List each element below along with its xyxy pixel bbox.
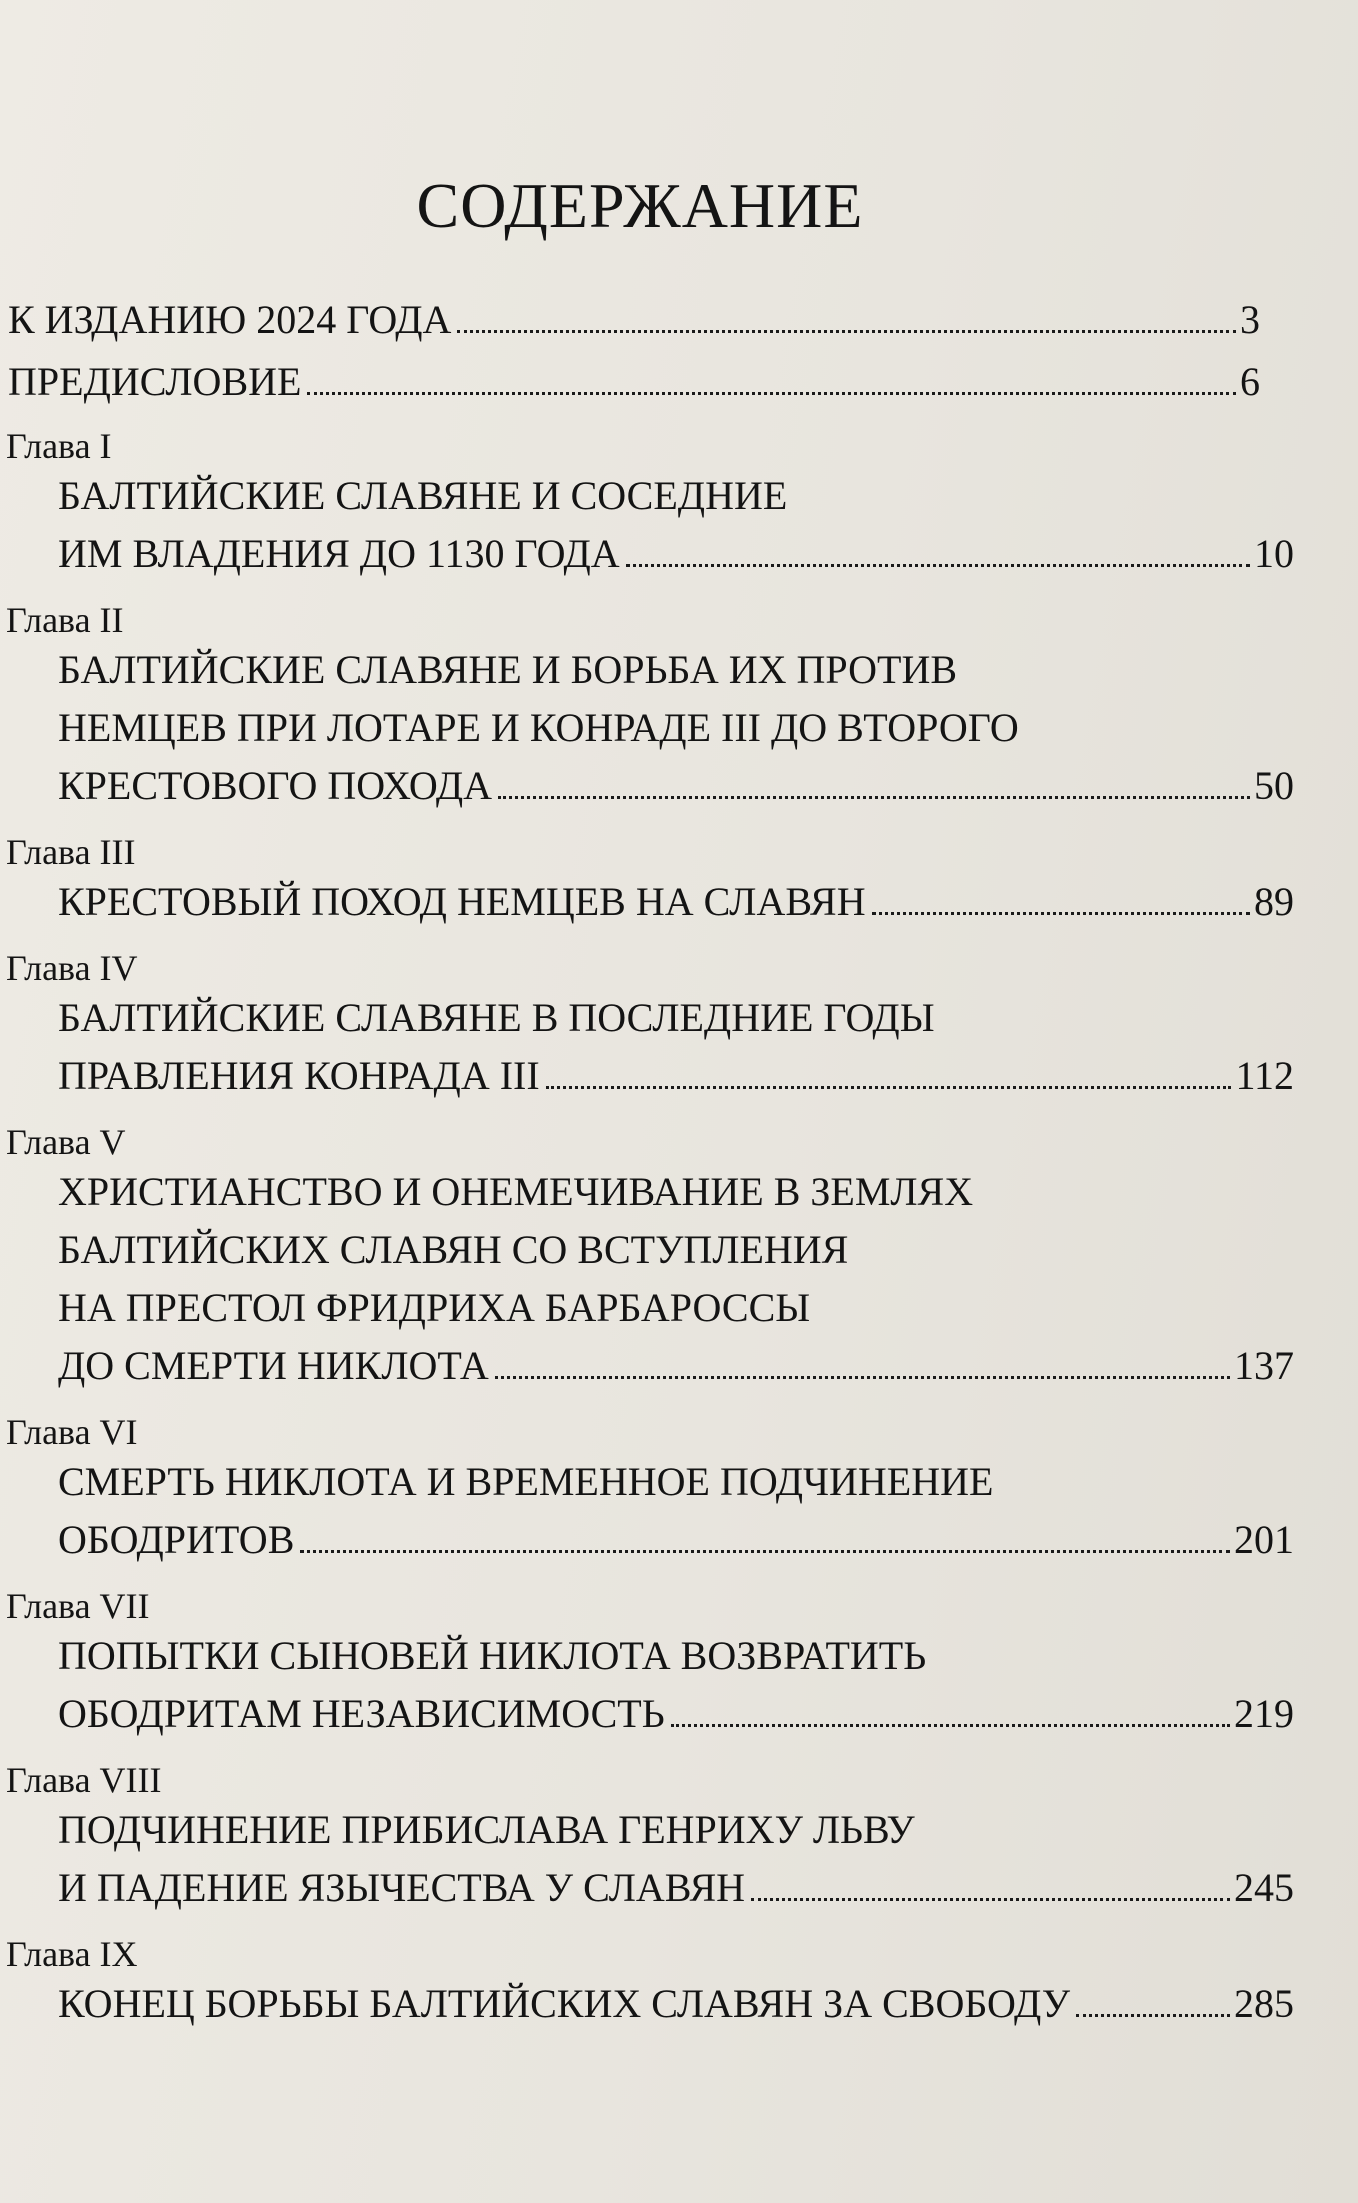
chapter-title-text: ОБОДРИТАМ НЕЗАВИСИМОСТЬ	[58, 1691, 665, 1736]
chapter-title-block	[0, 1168, 1300, 1400]
chapter-title-line	[58, 1284, 1300, 1342]
toc-entry-page: 3	[1240, 297, 1260, 342]
chapter-page: 10	[1254, 531, 1294, 576]
chapter-entry	[0, 1928, 1300, 2038]
chapter-title-line	[58, 1690, 1300, 1748]
chapter-title-text: ОБОДРИТОВ	[58, 1517, 295, 1562]
toc-entry-page: 6	[1240, 359, 1260, 404]
chapter-title-block	[0, 1980, 1300, 2038]
chapter-title-block	[0, 472, 1300, 588]
chapter-title-text: БАЛТИЙСКИЕ СЛАВЯНЕ И СОСЕДНИЕ	[58, 473, 788, 518]
dot-leader	[751, 1898, 1230, 1901]
chapter-title-text: НЕМЦЕВ ПРИ ЛОТАРЕ И КОНРАДЕ III ДО ВТОРОГО	[58, 705, 1019, 750]
chapter-entry	[0, 594, 1300, 820]
chapter-label: Глава V	[6, 1122, 126, 1162]
chapter-entry	[0, 1580, 1300, 1748]
chapter-title-text: НА ПРЕСТОЛ ФРИДРИХА БАРБАРОССЫ	[58, 1285, 811, 1330]
chapter-page: 219	[1234, 1691, 1294, 1736]
chapter-title-line	[58, 1226, 1300, 1284]
chapter-title-text: ИМ ВЛАДЕНИЯ ДО 1130 ГОДА	[58, 531, 620, 576]
chapter-title-text: БАЛТИЙСКИЕ СЛАВЯНЕ В ПОСЛЕДНИЕ ГОДЫ	[58, 995, 935, 1040]
chapter-entry	[0, 420, 1300, 588]
chapter-title-line	[58, 1458, 1300, 1516]
chapter-title-text: КРЕСТОВОГО ПОХОДА	[58, 763, 492, 808]
dot-leader	[300, 1550, 1230, 1553]
chapter-title-line	[58, 1980, 1300, 2038]
chapter-page: 112	[1235, 1053, 1294, 1098]
chapter-title-text: ПРАВЛЕНИЯ КОНРАДА III	[58, 1053, 540, 1098]
chapter-title-line	[58, 646, 1300, 704]
chapter-title-line	[58, 878, 1300, 936]
chapter-page: 50	[1254, 763, 1294, 808]
chapter-title-text: СМЕРТЬ НИКЛОТА И ВРЕМЕННОЕ ПОДЧИНЕНИЕ	[58, 1459, 994, 1504]
chapter-entry	[0, 1754, 1300, 1922]
chapter-title-line	[58, 1052, 1300, 1110]
chapter-page: 89	[1254, 879, 1294, 924]
chapter-title-text: ХРИСТИАНСТВО И ОНЕМЕЧИВАНИЕ В ЗЕМЛЯХ	[58, 1169, 974, 1214]
chapter-title-block	[0, 1632, 1300, 1748]
chapter-entry	[0, 1406, 1300, 1574]
chapter-page: 285	[1234, 1981, 1294, 2026]
chapter-title-line	[58, 472, 1300, 530]
chapter-title-text: ДО СМЕРТИ НИКЛОТА	[58, 1343, 489, 1388]
chapter-label: Глава VII	[6, 1586, 150, 1626]
toc-entry-title: ПРЕДИСЛОВИЕ	[8, 359, 302, 404]
chapter-label: Глава I	[6, 426, 112, 466]
chapter-page: 201	[1234, 1517, 1294, 1562]
chapter-title-line	[58, 1516, 1300, 1574]
chapter-title-text: КОНЕЦ БОРЬБЫ БАЛТИЙСКИХ СЛАВЯН ЗА СВОБОДУ	[58, 1981, 1071, 2026]
dot-leader	[457, 330, 1236, 333]
chapter-title-line	[58, 994, 1300, 1052]
dot-leader	[546, 1086, 1232, 1089]
dot-leader	[671, 1724, 1230, 1727]
dot-leader	[495, 1376, 1230, 1379]
chapter-label: Глава IV	[6, 948, 138, 988]
chapter-title-block	[0, 994, 1300, 1110]
chapter-title-line	[58, 530, 1300, 588]
dot-leader	[626, 564, 1250, 567]
chapter-page: 137	[1234, 1343, 1294, 1388]
chapter-title-line	[58, 704, 1300, 762]
chapter-label: Глава VI	[6, 1412, 138, 1452]
chapter-title-line	[58, 1632, 1300, 1690]
chapter-title-text: КРЕСТОВЫЙ ПОХОД НЕМЦЕВ НА СЛАВЯН	[58, 879, 866, 924]
chapter-title-text: ПОПЫТКИ СЫНОВЕЙ НИКЛОТА ВОЗВРАТИТЬ	[58, 1633, 927, 1678]
chapter-title-text: ПОДЧИНЕНИЕ ПРИБИСЛАВА ГЕНРИХУ ЛЬВУ	[58, 1807, 915, 1852]
chapter-title-block	[0, 1806, 1300, 1922]
chapter-entry	[0, 1116, 1300, 1400]
chapter-label: Глава IX	[6, 1934, 138, 1974]
dot-leader	[307, 392, 1236, 395]
chapter-title-block	[0, 646, 1300, 820]
chapter-title-block	[0, 1458, 1300, 1574]
toc-entry-title: К ИЗДАНИЮ 2024 ГОДА	[8, 297, 452, 342]
chapter-entry	[0, 942, 1300, 1110]
chapter-title-text: БАЛТИЙСКИЕ СЛАВЯНЕ И БОРЬБА ИХ ПРОТИВ	[58, 647, 958, 692]
chapter-title-line	[58, 1342, 1300, 1400]
dot-leader	[498, 796, 1250, 799]
chapter-list	[0, 420, 1300, 2038]
chapter-page: 245	[1234, 1865, 1294, 1910]
toc-entry	[0, 296, 1300, 358]
table-of-contents	[0, 296, 1300, 2044]
chapter-title-text: БАЛТИЙСКИХ СЛАВЯН СО ВСТУПЛЕНИЯ	[58, 1227, 849, 1272]
toc-entry	[0, 358, 1300, 420]
chapter-title-line	[58, 762, 1300, 820]
chapter-title-line	[58, 1864, 1300, 1922]
dot-leader	[872, 912, 1250, 915]
chapter-label: Глава III	[6, 832, 136, 872]
chapter-title-text: И ПАДЕНИЕ ЯЗЫЧЕСТВА У СЛАВЯН	[58, 1865, 746, 1910]
chapter-label: Глава II	[6, 600, 124, 640]
chapter-title-line	[58, 1806, 1300, 1864]
chapter-title-line	[58, 1168, 1300, 1226]
chapter-entry	[0, 826, 1300, 936]
page-title: СОДЕРЖАНИЕ	[416, 169, 864, 241]
chapter-label: Глава VIII	[6, 1760, 162, 1800]
dot-leader	[1076, 2014, 1230, 2017]
chapter-title-block	[0, 878, 1300, 936]
